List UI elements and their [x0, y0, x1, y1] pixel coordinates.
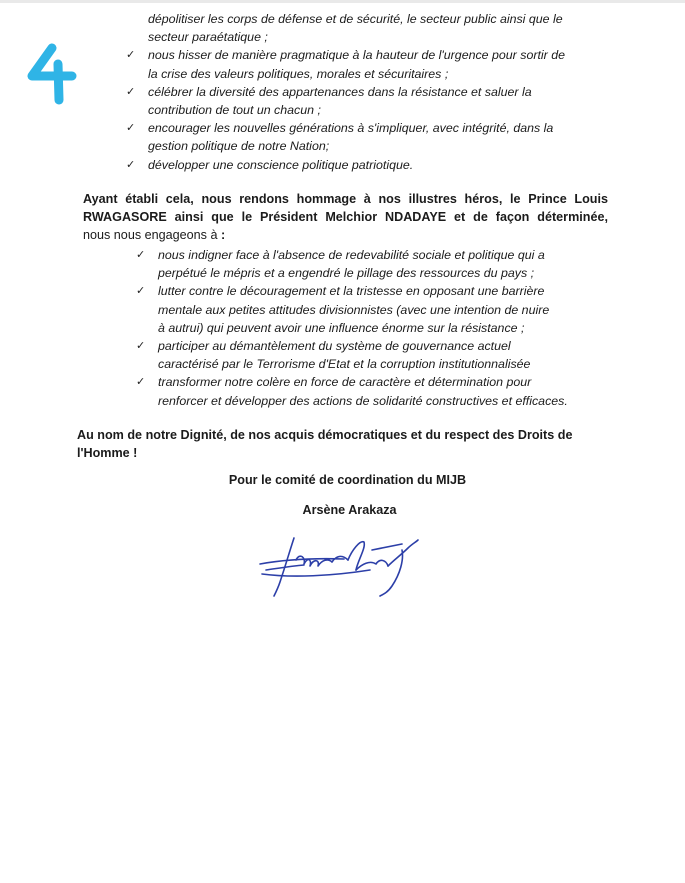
- checkmark-icon: ✓: [136, 285, 146, 298]
- tribute-line-2: RWAGASORE ainsi que le Président Melchior NDADAYE et de façon déterminée,: [83, 210, 608, 225]
- tribute-line-1: Ayant établi cela, nous rendons hommage à nos illustres héros, le Prince Louis: [83, 192, 608, 206]
- checkmark-icon: ✓: [126, 122, 136, 135]
- commitments-list-part1: [124, 10, 608, 174]
- list-item-line: nous hisser de manière pragmatique à la hauteur de l'urgence pour sortir de: [148, 48, 566, 63]
- checkmark-icon: ✓: [126, 85, 136, 98]
- list-item-line: renforcer et développer des actions de solidarité constructives et efficaces.: [158, 393, 568, 408]
- list-item-line: célébrer la diversité des appartenances dans la résistance et saluer la: [148, 84, 532, 99]
- list-item: [134, 282, 606, 337]
- list-item: [134, 337, 606, 373]
- list-item: [124, 83, 608, 119]
- checkmark-icon: ✓: [126, 49, 136, 62]
- checkmark-icon: ✓: [136, 340, 146, 353]
- checkmark-icon: ✓: [136, 249, 146, 261]
- list-item: [124, 10, 608, 46]
- page-top-edge: [0, 0, 685, 3]
- signer-name: Arsène Arakaza: [302, 503, 397, 517]
- list-item-line: gestion politique de notre Nation;: [148, 139, 330, 154]
- tribute-colon: :: [217, 228, 226, 243]
- signature-image: [252, 530, 422, 598]
- list-item-line: encourager les nouvelles générations à s'impliquer, avec intégrité, dans la: [148, 121, 554, 136]
- list-item-line: perpétué le mépris et a engendré le pillage des ressources du pays ;: [158, 266, 535, 281]
- list-item: [134, 373, 606, 409]
- committee-line: Pour le comité de coordination du MIJB: [228, 473, 467, 487]
- list-item-line: lutter contre le découragement et la tristesse en opposant une barrière: [158, 284, 545, 299]
- tribute-paragraph: [83, 190, 608, 245]
- list-item-line: secteur paraétatique ;: [148, 30, 268, 45]
- commitments-list-part2: [134, 246, 606, 410]
- list-item-line: mentale aux petites attitudes divisionnistes (avec une intention de nuire: [158, 302, 550, 317]
- list-item-line: participer au démantèlement du système de gouvernance actuel: [158, 339, 511, 354]
- page-number-4: [22, 42, 86, 106]
- list-item-line: transformer notre colère en force de caractère et détermination pour: [158, 375, 532, 390]
- checkmark-icon: ✓: [126, 158, 136, 171]
- closing-line-1: Au nom de notre Dignité, de nos acquis démocratiques et du respect des Droits de: [77, 428, 573, 442]
- list-item: [124, 46, 608, 82]
- tribute-line-3: nous nous engageons à: [83, 228, 218, 243]
- list-item-line: développer une conscience politique patriotique.: [148, 157, 414, 172]
- closing-line-2: l'Homme !: [77, 446, 138, 461]
- list-item-line: contribution de tout un chacun ;: [148, 103, 321, 118]
- list-item-line: dépolitiser les corps de défense et de sécurité, le secteur public ainsi que le: [148, 12, 563, 26]
- list-item-line: la crise des valeurs politiques, morales et sécuritaires ;: [148, 66, 449, 81]
- checkmark-icon: ✓: [136, 376, 146, 389]
- list-item: [124, 156, 608, 174]
- list-item-line: caractérisé par le Terrorisme d'Etat et la corruption institutionnalisée: [158, 357, 531, 372]
- list-item-line: à autrui) qui peuvent avoir une influence énorme sur la résistance ;: [158, 320, 525, 335]
- list-item: [134, 246, 606, 282]
- list-item: [124, 119, 608, 155]
- list-item-line: nous indigner face à l'absence de redevabilité sociale et politique qui a: [158, 248, 545, 262]
- closing-paragraph: [77, 426, 607, 462]
